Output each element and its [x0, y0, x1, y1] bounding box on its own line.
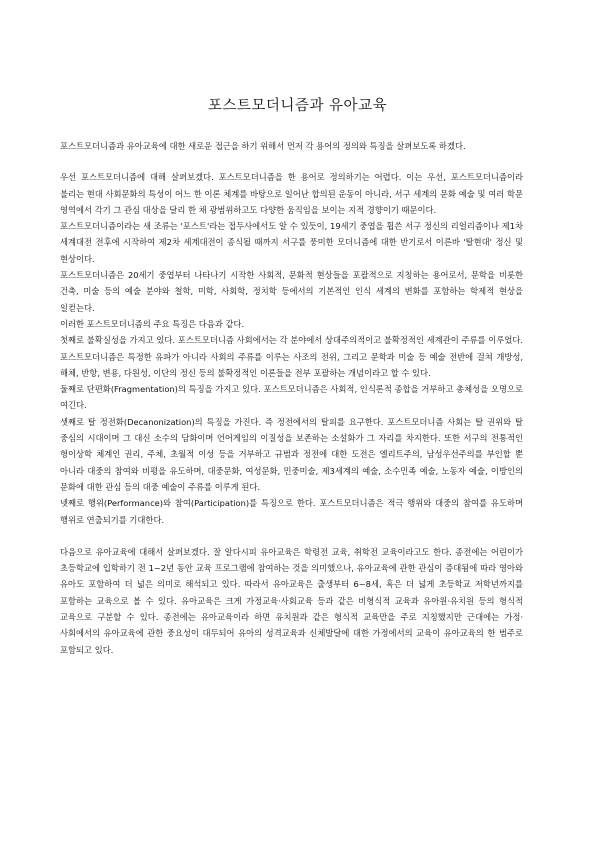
features-intro-paragraph: 이러한 포스트모더니즘의 주요 특징은 다음과 같다.: [60, 318, 245, 329]
feature-fragmentation-paragraph: 둘째로 단편화(Fragmentation)의 특징을 가지고 있다. 포스트모더니즘은 사회적, 인식론적 종합을 거부하고 총체성을 오명으로 여긴다.: [60, 384, 523, 411]
intro-paragraph: 포스트모더니즘과 유아교육에 대한 새로운 접근을 하기 위해서 먼저 각 용어의 정의와 특징을 살펴보도록 하겠다.: [60, 141, 466, 151]
interdisciplinary-paragraph: 포스트모더니즘은 20세기 중엽부터 나타나기 시작한 사회적, 문화적 현상들을 포괄적으로 지칭하는 용어로서, 문학을 비롯한 건축, 미술 등의 예술 분야와 철학, 미학, 사회학, 정치학 등에서의 기본적인 인식 세계의 변화를 포함하는 학제적 현상을 일컫는다.: [60, 270, 523, 313]
postmodernism-definition-paragraph: 우선 포스트모더니즘에 대해 살펴보겠다. 포스트모더니즘을 한 용어로 정의하기는 어렵다. 이는 우선, 포스트모더니즘이라 불리는 현대 사회문화의 특성이 어느 한 이론 체계를 바탕으로 일어난 합의된 운동이 아니라, 서구 세계의 문화 예술 및 여러 학문 영역에서 각기 그 관심 대상을 달리 한 채 광범위하고도 다양한 움직임을 보이는 지적 경향이기 때문이다.: [60, 172, 523, 215]
early-childhood-education-paragraph: 다음으로 유아교육에 대해서 살펴보겠다. 잘 알다시피 유아교육은 학령전 교육, 취학전 교육이라고도 한다. 종전에는 어린이가 초등학교에 입학하기 전 1~2년 동안 교육 프로그램에 참여하는 것을 의미했으나, 유아교육에 관한 관심이 증대됨에 따라 영아와 유아도 포함하여 더 넓은 의미로 해석되고 있다. 따라서 유아교육은 출생부터 6~8세, 혹은 더 넓게 초등학교 저학년까지를 포함하는 교육으로 볼 수 있다. 유아교육은 크게 가정교육·사회교육 등과 같은 비형식적 교육과 유아원·유치원 등의 형식적 교육으로 구분할 수 있다. 종전에는 유아교육이라 하면 유치원과 같은 형식적 교육만을 주로 지칭했지만 근대에는 가정·사회에서의 유아교육에 관한 중요성이 대두되어 유아의 성격교육과 신체발달에 대한 가정에서의 교육이 유아교육의 한 범주로 포함되고 있다.: [60, 546, 523, 655]
feature-decanonization-paragraph: 셋째로 탈 정전화(Decanonization)의 특징을 가진다. 즉 정전에서의 탈피를 요구한다. 포스트모더니즘 사회는 탈 권위와 탈 중심의 시대이며 그 대신 소수의 담화이며 언어게임의 이질성을 보존하는 소설화가 그 자리를 차지한다. 또한 서구의 전통적인 형이상학 체계인 권리, 주체, 초월적 이성 등을 거부하고 규범과 정전에 대한 도전은 엘리트주의, 남성우선주의를 부인할 뿐 아니라 대중의 참여와 비평을 유도하며, 대중문화, 여성문화, 민중미술, 제3세계의 예술, 소수민족 예술, 노동자 예술, 이방인의 문화에 대한 관심 등의 대중 예술이 주류를 이루게 된다.: [60, 416, 523, 492]
feature-uncertainty-paragraph: 첫째로 불확실성을 가지고 있다. 포스트모더니즘 사회에서는 각 분야에서 상대주의적이고 불확정적인 세계관이 주류를 이루었다. 포스트모더니즘은 특정한 유파가 아니라 사회의 주류를 이루는 사조의 전위, 그리고 문학과 미술 등 예술 전반에 걸쳐 개방성, 해체, 반항, 변용, 다원성, 이단의 정신 등의 불확정적인 이론들을 전부 포괄하는 개념이라고 할 수 있다.: [60, 335, 523, 378]
feature-performance-paragraph: 넷째로 행위(Performance)와 참여(Participation)를 특징으로 한다. 포스트모더니즘은 적극 행위와 대중의 참여를 유도하며 행위로 연출되기를 기대한다.: [60, 498, 523, 525]
paragraph-gap: [60, 528, 523, 544]
post-prefix-paragraph: 포스트모더니즘이라는 새 조류는 '포스트'라는 접두사에서도 알 수 있듯이, 19세기 중엽을 휩쓴 서구 정신의 리얼리즘이나 제1차 세계대전 전후에 시작하여 제2차 세계대전이 종식될 때까지 서구를 풍미한 모더니즘에 대한 반기로서 이른바 '탈현대' 정신 및 현상이다.: [60, 221, 523, 264]
paragraph-gap: [60, 154, 523, 169]
document-title: 포스트모더니즘과 유아교육: [207, 98, 388, 114]
document-body: [60, 138, 523, 658]
